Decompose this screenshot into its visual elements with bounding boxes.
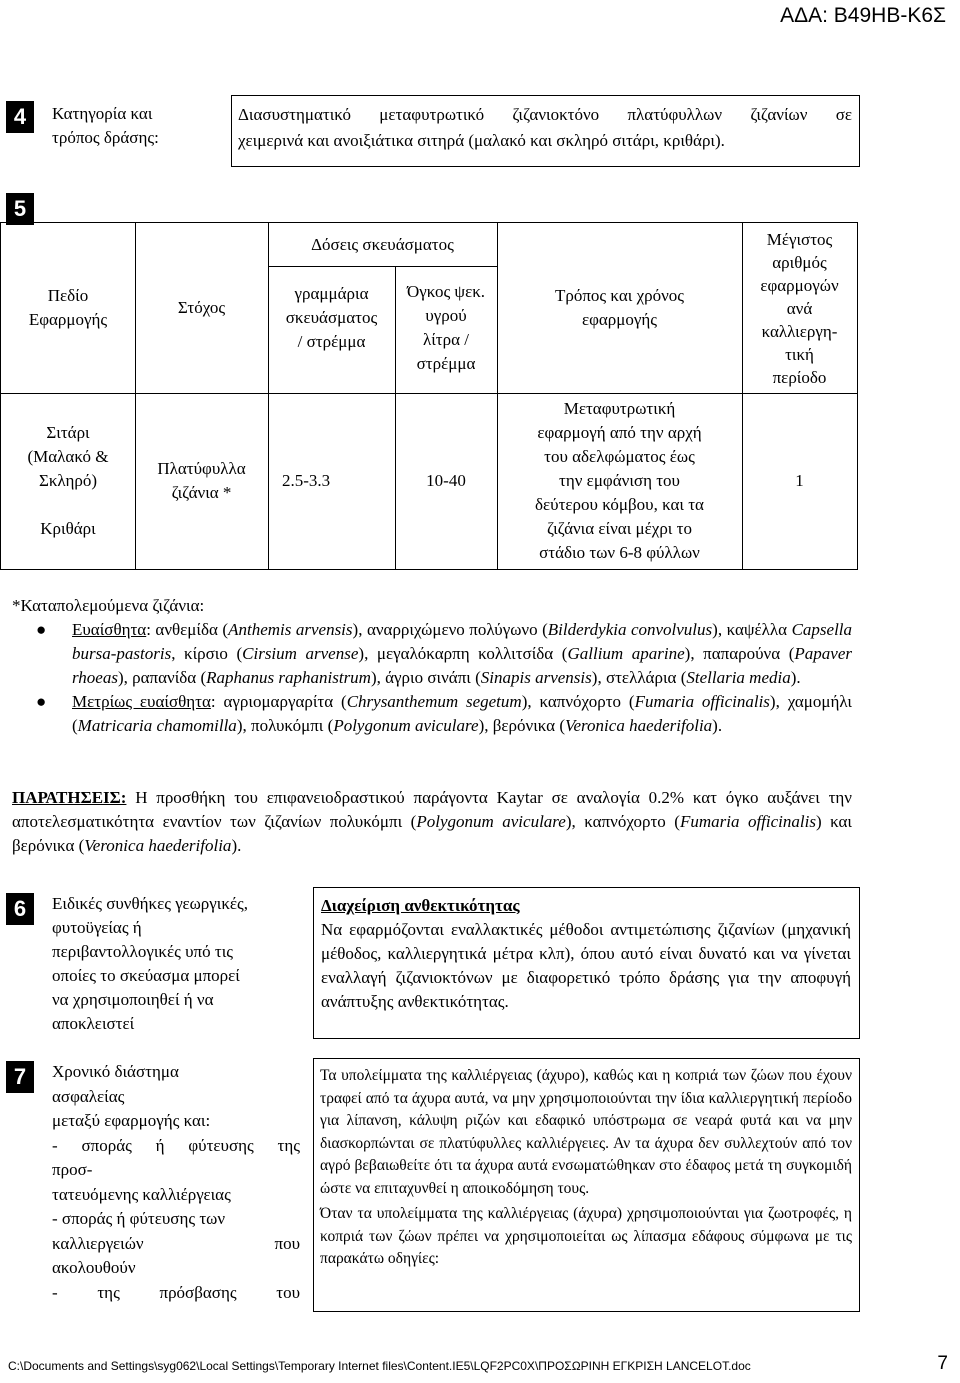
- section-7-label: [52, 1060, 300, 1305]
- cell-method: [497, 393, 742, 569]
- remarks-text: Η προσθήκη του επιφανειοδραστικού παράγοντα Kaytar σε αναλογία 0.2% κατ όγκο αυξάνει την αποτελεσματικότητα εναντίον των ζιζανίων πολυκόμπι (Polygonum aviculare), καπνόχορτο (Fumaria officinalis) και βερόνικα (Veronica haederifolia).: [12, 788, 853, 855]
- section-6-box: [313, 887, 860, 1039]
- page-number: 7: [937, 1353, 948, 1374]
- section-7-label-line: μεταξύ εφαρμογής και:: [52, 1111, 211, 1130]
- section-6-label: [52, 892, 248, 1036]
- cell-text: Πλατύφυλλα: [157, 459, 246, 478]
- header-text: Στόχος: [177, 298, 226, 317]
- header-target: [135, 223, 268, 393]
- weeds-sensitive-label: Ευαίσθητα: [72, 620, 147, 639]
- file-path-footer: C:\Documents and Settings\syg062\Local Settings\Temporary Internet files\Content.IE5\LQF2PC0X\ΠΡΟΣΩΡΙΝΗ ΕΓΚΡΙΣΗ LANCELOT.doc: [8, 1359, 751, 1373]
- header-text: Τρόπος και χρόνος: [554, 286, 685, 305]
- cell-text: στάδιο των 6-8 φύλλων: [539, 543, 700, 562]
- header-text: στρέμμα: [416, 354, 476, 373]
- header-volume: [395, 266, 497, 393]
- section-number-7: 7: [6, 1061, 34, 1093]
- weeds-moderate-label: Μετρίως ευαίσθητα: [72, 692, 211, 711]
- weeds-list: [14, 618, 852, 738]
- weeds-sensitive-item: [14, 618, 852, 690]
- section-6-content: [321, 894, 851, 1014]
- weeds-moderate-item: [14, 690, 852, 738]
- header-text: υγρού: [425, 306, 467, 325]
- cell-text: δεύτερου κόμβου, και τα: [535, 495, 704, 514]
- header-text: εφαρμογών: [760, 275, 839, 295]
- cell-text: Σκληρό): [38, 471, 98, 490]
- header-text: εφαρμογής: [581, 310, 658, 329]
- cell-text: (Μαλακό &: [27, 447, 109, 466]
- remarks-paragraph: [12, 786, 852, 858]
- resistance-text: Να εφαρμόζονται εναλλακτικές μέθοδοι αντιμετώπισης ζιζανίων (μηχανική μέθοδος, καλλιεργητικά μέτρα κλπ), όπου αυτό είναι δυνατό και να γίνεται εναλλαγή ζιζανιοκτόνων με διαφορετικό τρόπο δράσης για την αποφυγή ανάπτυξης ανθεκτικότητας.: [321, 920, 851, 1011]
- header-text: αριθμός: [772, 252, 827, 272]
- cell-text: του αδελφώματος έως: [544, 447, 695, 466]
- header-doses: [268, 223, 497, 266]
- header-method: [497, 223, 742, 393]
- feed-text: Όταν τα υπολείμματα της καλλιέργειας (άχυρα) χρησιμοποιούνται για ζωοτροφές, η κοπριά των ζώων πρέπει να χρησιμοποιείται ως λίπασμα εδάφους σύμφωνα με τις παρακάτω οδηγίες:: [320, 1205, 852, 1267]
- header-text: ανά: [786, 298, 813, 318]
- section-6-label-line: φυτοϋγείας ή: [52, 918, 142, 937]
- section-6-label-line: Ειδικές συνθήκες γεωργικές,: [52, 894, 249, 913]
- cell-text: εφαρμογή από την αρχή: [537, 423, 702, 442]
- section-number-4: 4: [6, 101, 34, 133]
- header-text: σκευάσματος: [285, 308, 378, 327]
- bullet-icon: ●: [36, 692, 47, 711]
- cell-text: Σιτάρι: [46, 423, 90, 442]
- header-max-applications: [742, 223, 857, 393]
- section-7-label-line: ασφαλείας: [52, 1086, 125, 1106]
- section-6-label-line: να χρησιμοποιηθεί ή να: [52, 990, 214, 1009]
- header-grams: [268, 266, 395, 393]
- section-4-text-line: Διασυστηματικό μεταφυτρωτικό ζιζανιοκτόνο πλατύφυλλων ζιζανίων σε: [238, 105, 852, 124]
- header-text: Μέγιστος: [766, 229, 833, 249]
- section-7-label-line: - σποράς ή φύτευσης της: [52, 1135, 300, 1155]
- section-7-label-line: ακολουθούν: [52, 1258, 136, 1277]
- document-code: ΑΔΑ: Β49ΗΒ-Κ6Σ: [780, 4, 946, 27]
- cell-field: [1, 393, 135, 569]
- cell-grams: [268, 393, 395, 569]
- weeds-moderate-text: : αγριομαργαρίτα (Chrysanthemum segetum), καπνόχορτο (Fumaria officinalis), χαμομήλι (Matricaria chamomilla), πολυκόμπι (Polygonum aviculare), βερόνικα (Veronica haederifolia).: [72, 692, 852, 735]
- header-text: Δόσεις σκευάσματος: [311, 234, 454, 254]
- header-text: περίοδο: [772, 367, 827, 387]
- section-7-content: [320, 1065, 852, 1271]
- section-7-label-line: - της πρόσβασης του: [52, 1282, 300, 1302]
- section-7-box: [313, 1058, 860, 1312]
- section-7-label-line: καλλιεργειών που: [52, 1233, 300, 1253]
- section-4-label-line: τρόπος δράσης:: [52, 128, 159, 147]
- section-7-label-line: τατευόμενης καλλιέργειας: [52, 1184, 231, 1204]
- application-table: [0, 222, 858, 570]
- section-number-5: 5: [6, 193, 34, 225]
- resistance-title: Διαχείριση ανθεκτικότητας: [321, 896, 520, 915]
- cell-text: 1: [795, 471, 804, 490]
- section-4-box: [231, 95, 860, 167]
- section-7-label-line: Χρονικό διάστημα: [52, 1062, 179, 1081]
- bullet-icon: ●: [36, 620, 47, 639]
- header-field: [1, 223, 135, 393]
- section-7-label-line: προσ-: [52, 1160, 93, 1179]
- section-6-label-line: οποίες το σκεύασμα μπορεί: [52, 966, 240, 985]
- section-4-label: [52, 102, 159, 150]
- remarks-label: ΠΑΡΑΤΗΣΕΙΣ:: [12, 788, 127, 807]
- cell-text: Μεταφυτρωτική: [563, 399, 676, 418]
- header-text: τική: [785, 344, 814, 364]
- header-text: Πεδίο: [47, 286, 89, 305]
- section-4-label-line: Κατηγορία και: [52, 104, 153, 123]
- cell-text: 10-40: [426, 471, 466, 490]
- cell-max-applications: [742, 393, 857, 569]
- section-number-6: 6: [6, 893, 34, 925]
- cell-target: [135, 393, 268, 569]
- cell-volume: [395, 393, 497, 569]
- header-text: / στρέμμα: [297, 332, 366, 351]
- section-6-label-line: περιβαντολλογικές υπό τις: [52, 942, 233, 961]
- weeds-heading: *Καταπολεμούμενα ζιζάνια:: [12, 596, 205, 615]
- cell-text: ζιζάνια είναι μέχρι το: [547, 519, 692, 538]
- header-text: γραμμάρια: [294, 284, 369, 303]
- section-6-label-line: αποκλειστεί: [52, 1014, 135, 1033]
- section-7-label-line: - σποράς ή φύτευσης των: [52, 1209, 226, 1228]
- weeds-sensitive-text: : ανθεμίδα (Anthemis arvensis), αναρριχώμενο πολύγωνο (Bilderdykia convolvulus), καψέλλα Capsella bursa-pastoris, κίρσιο (Cirsium arvense), μεγαλόκαρπη κολλιτσίδα (Gallium aparine), παπαρούνα (Papaver rhoeas), ραπανίδα (Raphanus raphanistrum), άγριο σινάπι (Sinapis arvensis), στελλάρια (Stellaria media).: [72, 620, 853, 687]
- header-text: Εφαρμογής: [28, 310, 108, 329]
- cell-text: την εμφάνιση του: [559, 471, 680, 490]
- header-text: Όγκος ψεκ.: [406, 282, 486, 301]
- header-text: λίτρα /: [422, 330, 469, 349]
- cell-text: Κριθάρι: [40, 519, 96, 538]
- cell-text: ζιζάνια *: [171, 483, 232, 502]
- residues-text: Τα υπολείμματα της καλλιέργειας (άχυρο), καθώς και η κοπριά των ζώων που έχουν τραφεί από τα άχυρα αυτά, να μην χρησιμοποιούνται την ίδια καλλιεργητική περίοδο για λίπανση, κάλυψη ριζών και εδαφικό υπόστρωμα σε νεαρά φυτά και να μην διασκορπώνται σε πλατύφυλλες καλλιέργειες. Αν τα άχυρα δεν συλλεχτούν από τον αγρό βεβαιωθείτε ότι τα άχυρα αυτά ενσωματώθηκαν στο έδαφος μετά τη συγκομιδή ώστε να επιταχυνθεί η αποικοδόμηση τους.: [320, 1067, 852, 1197]
- section-4-text-line: χειμερινά και ανοιξιάτικα σιτηρά (μαλακό και σκληρό σιτάρι, κριθάρι).: [238, 131, 725, 150]
- cell-text: 2.5-3.3: [282, 471, 331, 490]
- header-text: καλλιεργη-: [761, 321, 838, 341]
